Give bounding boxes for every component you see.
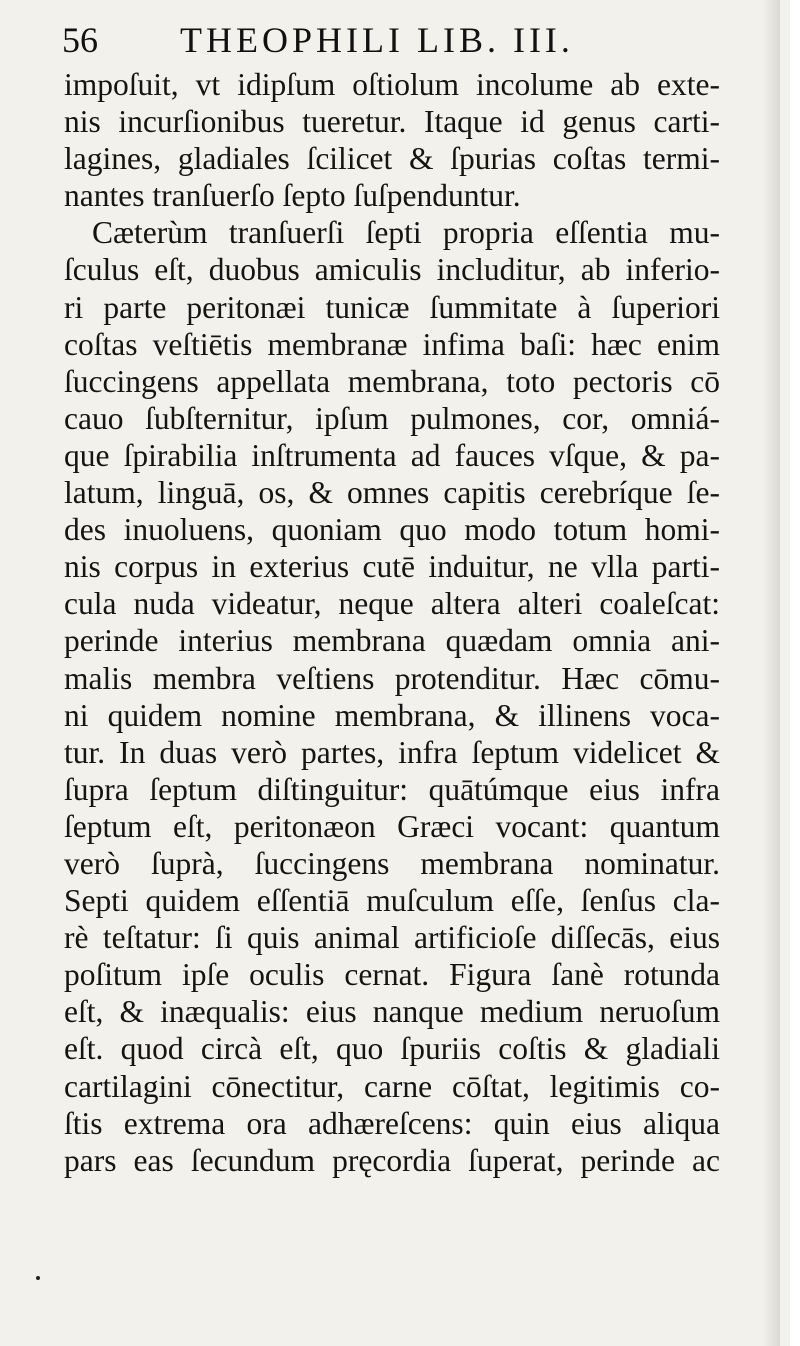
page-number: 56: [62, 20, 98, 60]
running-head: THEOPHILI LIB. III.: [180, 20, 574, 60]
text-line: impoſuit, vt idipſum oſtiolum incolume ab exte-: [64, 67, 720, 102]
text-line: ri parte peritonæi tunicæ ſummitate à ſuperiori: [64, 289, 720, 325]
text-line: perinde interius membrana quædam omnia ani-: [64, 623, 720, 659]
text-line: Cæterùm tranſuerſi ſepti propria eſſentia mu-: [92, 215, 720, 251]
text-line: coſtas veſtiētis membranæ infima baſi: hæc enim: [64, 326, 720, 362]
text-line: ſeptum eſt, peritonæon Græci vocant: quantum: [64, 808, 720, 844]
scan-border: [790, 0, 800, 1346]
page-edge-shadow: [762, 0, 780, 1346]
text-line: verò ſuprà, ſuccingens membrana nominatur.: [64, 845, 720, 881]
text-line: eſt. quod circà eſt, quo ſpuriis coſtis & gladiali: [64, 1031, 720, 1067]
text-line: cartilagini cōnectitur, carne cōſtat, legitimis co-: [64, 1068, 720, 1104]
page-header: [58, 18, 718, 62]
text-line: poſitum ipſe oculis cernat. Figura ſanè rotunda: [64, 957, 720, 993]
text-line: tur. In duas verò partes, infra ſeptum videlicet &: [64, 734, 720, 770]
text-line: nis corpus in exterius cutē induitur, ne vlla parti-: [64, 549, 720, 585]
text-line: des inuoluens, quoniam quo modo totum homi-: [64, 512, 720, 548]
text-line: pars eas ſecundum pręcordia ſuperat, perinde ac: [64, 1142, 720, 1178]
text-line: que ſpirabilia inſtrumenta ad fauces vſque, & pa-: [64, 437, 720, 473]
ink-speck: [36, 1276, 40, 1280]
text-line: lagines, gladiales ſcilicet & ſpurias coſtas termi-: [64, 141, 720, 177]
text-line: ſculus eſt, duobus amiculis includitur, ab inferio-: [64, 252, 720, 288]
text-line: cula nuda videatur, neque altera alteri coaleſcat:: [64, 586, 720, 622]
text-line: latum, linguā, os, & omnes capitis cerebríque ſe-: [64, 475, 720, 511]
text-line: ſuccingens appellata membrana, toto pectoris cō: [64, 363, 720, 399]
text-line: malis membra veſtiens protenditur. Hæc cōmu-: [64, 660, 720, 696]
text-line: rè teſtatur: ſi quis animal artificioſe diſſecās, eius: [64, 920, 720, 956]
text-line: eſt, & inæqualis: eius nanque medium neruoſum: [64, 994, 720, 1030]
text-line: cauo ſubſternitur, ipſum pulmones, cor, omniá-: [64, 400, 720, 436]
body-text: [64, 66, 720, 1179]
text-line: Septi quidem eſſentiā muſculum eſſe, ſenſus cla-: [64, 883, 720, 919]
text-line: nis incurſionibus tueretur. Itaque id genus carti-: [64, 104, 720, 140]
text-line: ni quidem nomine membrana, & illinens voca-: [64, 697, 720, 733]
text-line: ſupra ſeptum diſtinguitur: quātúmque eius infra: [64, 771, 720, 807]
text-line: nantes tranſuerſo ſepto ſuſpenduntur.: [64, 178, 521, 214]
text-line: ſtis extrema ora adhæreſcens: quin eius aliqua: [64, 1105, 720, 1141]
